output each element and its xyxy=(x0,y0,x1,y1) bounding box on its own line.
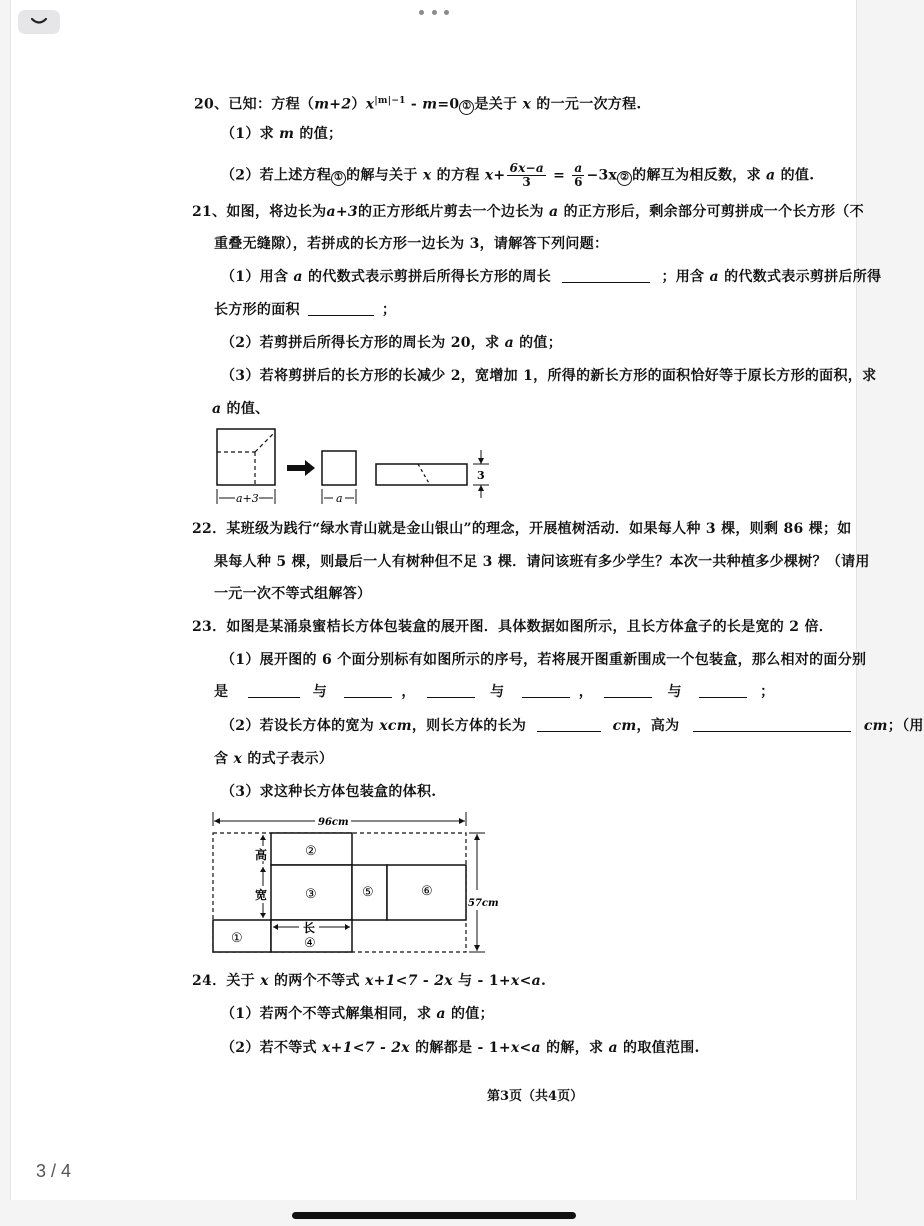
answer-blank[interactable] xyxy=(427,684,475,698)
q24-part1: （1）若两个不等式解集相同，求 a 的值； xyxy=(221,1006,494,1022)
answer-blank[interactable] xyxy=(344,684,392,698)
q22-line2: 果每人种 5 棵，则最后一人有树种但不足 3 棵．请问该班有多少学生？本次一共种植多少棵树？（请用 xyxy=(214,554,870,570)
label-a: a xyxy=(336,492,343,505)
more-options-icon[interactable] xyxy=(419,6,449,18)
answer-blank[interactable] xyxy=(308,302,374,316)
label-kuan: 宽 xyxy=(255,888,268,902)
fraction-1: $\frac{6x-a}{3}$ xyxy=(509,161,544,189)
label-96cm: 96cm xyxy=(318,817,349,828)
q22-line1: 22．某班级为践行“绿水青山就是金山银山”的理念，开展植树活动．如果每人种 3 棵，则剩 86 棵；如 xyxy=(192,521,852,537)
label-3: 3 xyxy=(477,469,485,482)
label-a-plus-3: a+3 xyxy=(236,492,259,505)
answer-blank[interactable] xyxy=(699,684,747,698)
page-footer: 第3页（共4页） xyxy=(487,1089,584,1104)
q24-stem: 24．关于 x 的两个不等式 x+1<7 - 2x 与 - 1+x<a. xyxy=(192,973,547,989)
q23-part1: （1）展开图的 6 个面分别标有如图所示的序号，若将展开图重新围成一个包装盒，那么相对的面分别 xyxy=(221,652,867,668)
face-5-label: ⑤ xyxy=(362,885,374,900)
answer-blank[interactable] xyxy=(522,684,570,698)
home-indicator[interactable] xyxy=(292,1212,576,1219)
q23-part3: （3）求这种长方体包装盒的体积. xyxy=(221,784,437,800)
q21-part3: （3）若将剪拼后的长方形的长减少 2，宽增加 1，所得的新长方形的面积恰好等于原长方形的面积，求 xyxy=(221,368,877,384)
q21-stem-line2: 重叠无缝隙），若拼成的长方形一边长为 3，请解答下列问题： xyxy=(214,236,609,252)
collapse-button[interactable] xyxy=(18,10,60,34)
q21-figure xyxy=(205,422,505,512)
q21-part2: （2）若剪拼后所得长方形的周长为 20，求 a 的值； xyxy=(221,335,563,351)
q20-stem: 20、已知：方程$(m+2)x^{|m|-1} - m=0$ ① 是关于 x 的一元一次方程. xyxy=(194,96,642,113)
q23-stem: 23．如图是某涌泉蜜桔长方体包装盒的展开图．具体数据如图所示，且长方体盒子的长是宽的 2 倍． xyxy=(192,619,834,635)
face-2-label: ② xyxy=(305,844,317,859)
label-gao: 高 xyxy=(255,848,268,862)
answer-blank[interactable] xyxy=(693,718,851,732)
q24-part2: （2）若不等式 x+1<7 - 2x 的解都是 - 1+x<a 的解，求 a 的取值范围. xyxy=(221,1040,700,1056)
answer-blank[interactable] xyxy=(562,269,650,283)
page-indicator: 3 / 4 xyxy=(36,1161,72,1181)
q21-stem-line1: 21、如图，将边长为a+3的正方形纸片剪去一个边长为 a 的正方形后，剩余部分可剪拼成一个长方形（不 xyxy=(192,204,864,220)
q23-part2-cont: 含 x 的式子表示） xyxy=(214,751,334,767)
q23-net-figure xyxy=(205,806,505,956)
face-6-label: ⑥ xyxy=(421,884,433,899)
face-1-label: ① xyxy=(231,931,243,946)
fraction-2: $\frac{a}{6}$ xyxy=(574,161,583,189)
answer-blank[interactable] xyxy=(248,684,300,698)
q23-part1-blanks: 是 与 ， 与 ， 与 ； xyxy=(214,684,775,700)
answer-blank[interactable] xyxy=(537,718,601,732)
label-chang: 长 xyxy=(303,921,316,935)
q22-line3: 一元一次不等式组解答） xyxy=(214,586,372,602)
face-4-label: ④ xyxy=(304,936,316,951)
q21-part3-cont: a 的值、 xyxy=(212,401,270,417)
label-57cm: 57cm xyxy=(468,898,499,909)
q20-part1: （1）求 m 的值； xyxy=(221,126,343,142)
q21-part1-cont: 长方形的面积 ； xyxy=(214,302,397,318)
q21-part1: （1）用含 a 的代数式表示剪拼后所得长方形的周长 ；用含 a 的代数式表示剪拼后所得 xyxy=(221,269,882,285)
q20-part2: （2）若上述方程 ① 的解与关于 x 的方程 x+ $\frac{6x-a}{3}$ = $\frac{a}{6}$ −3x ② 的解互为相反数，求 a 的值. xyxy=(221,161,815,189)
answer-blank[interactable] xyxy=(604,684,652,698)
chevron-down-icon xyxy=(30,17,48,27)
q23-part2: （2）若设长方体的宽为 xcm，则长方体的长为 cm，高为 cm；（用 xyxy=(221,718,924,734)
face-3-label: ③ xyxy=(305,887,317,902)
